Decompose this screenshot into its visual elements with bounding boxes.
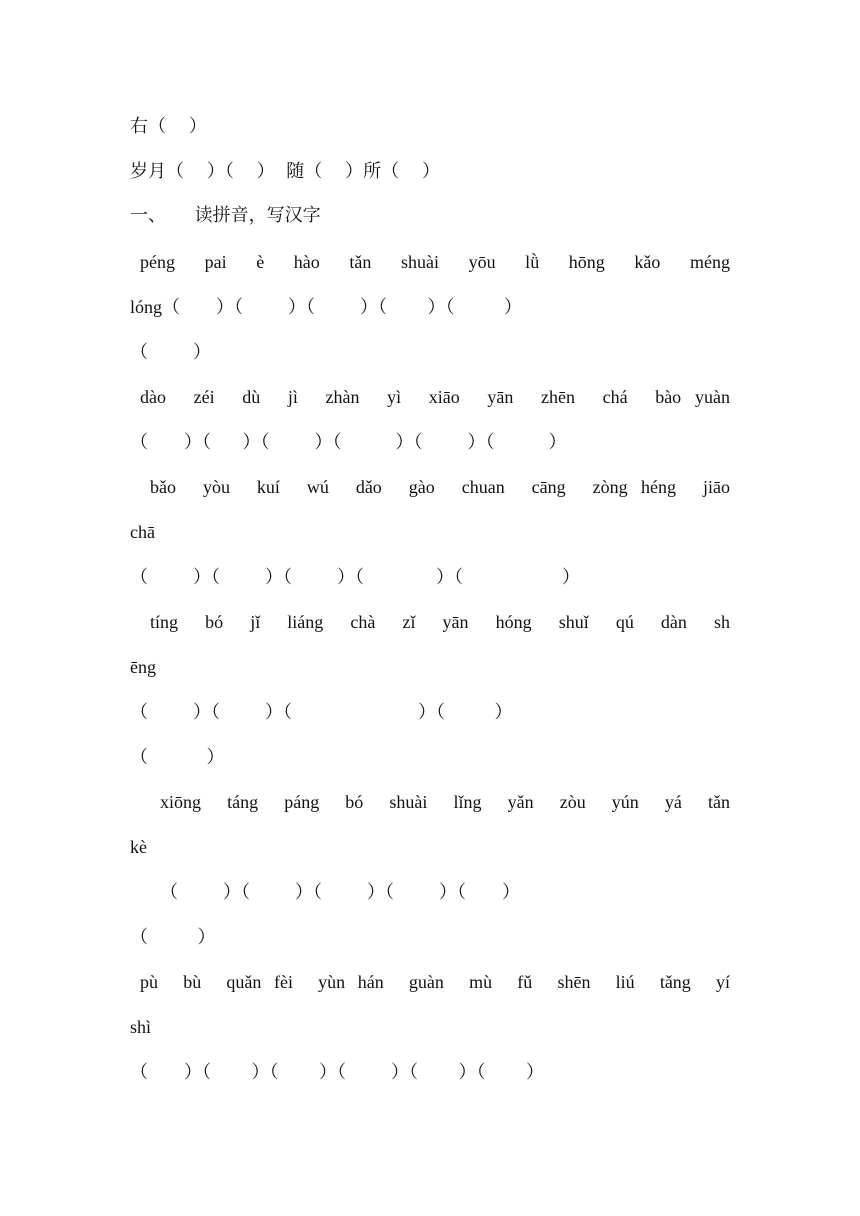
pinyin-row-5: xiōng táng páng bó shuài lǐng yǎn zòu yún yá tǎn: [160, 792, 730, 812]
pinyin-row-1: péng pai è hào tǎn shuài yōu lǜ hōng kǎo méng: [140, 252, 730, 272]
fill-in-line-you: 右（ ）: [130, 116, 207, 137]
pinyin-row-5-wrap: kè: [130, 837, 147, 857]
answer-row-6: （ ）（ ）（ ）（ ）（ ）（ ）: [130, 1062, 544, 1082]
pinyin-row-4: tíng bó jǐ liáng chà zǐ yān hóng shuǐ qú dàn sh: [150, 612, 730, 632]
answer-row-4: （ ）（ ）（ ）（ ）: [130, 702, 513, 722]
pinyin-row-3: bǎo yòu kuí wú dǎo gào chuan cāng zòng héng jiāo: [150, 477, 730, 497]
answer-row-2: （ ）（ ）（ ）（ ）（ ）（ ）: [130, 432, 567, 452]
answer-row-3: （ ）（ ）（ ）（ ）（ ）: [130, 567, 580, 587]
pinyin-row-6: pù bù quǎn fèi yùn hán guàn mù fǔ shēn liú tǎng yí: [140, 972, 730, 992]
answer-row-1b: （ ）: [130, 342, 211, 362]
answer-row-5b: （ ）: [130, 927, 216, 947]
pinyin-row-6-wrap: shì: [130, 1017, 152, 1037]
pinyin-row-4-wrap: ēng: [130, 657, 156, 677]
pinyin-row-2: dào zéi dù jì zhàn yì xiāo yān zhēn chá bào yuàn: [140, 387, 730, 407]
answer-row-1: lóng（ ）（ ）（ ）（ ）（ ）: [130, 297, 522, 317]
answer-row-4b: （ ）: [130, 747, 225, 767]
fill-in-line-suiyue: 岁月（ ）（ ） 随（ ）所（ ）: [130, 161, 440, 182]
pinyin-row-3-wrap: chā: [130, 522, 155, 542]
section-heading: 一、 读拼音，写汉字: [130, 205, 321, 226]
answer-row-5: （ ）（ ）（ ）（ ）（ ）: [160, 882, 520, 902]
